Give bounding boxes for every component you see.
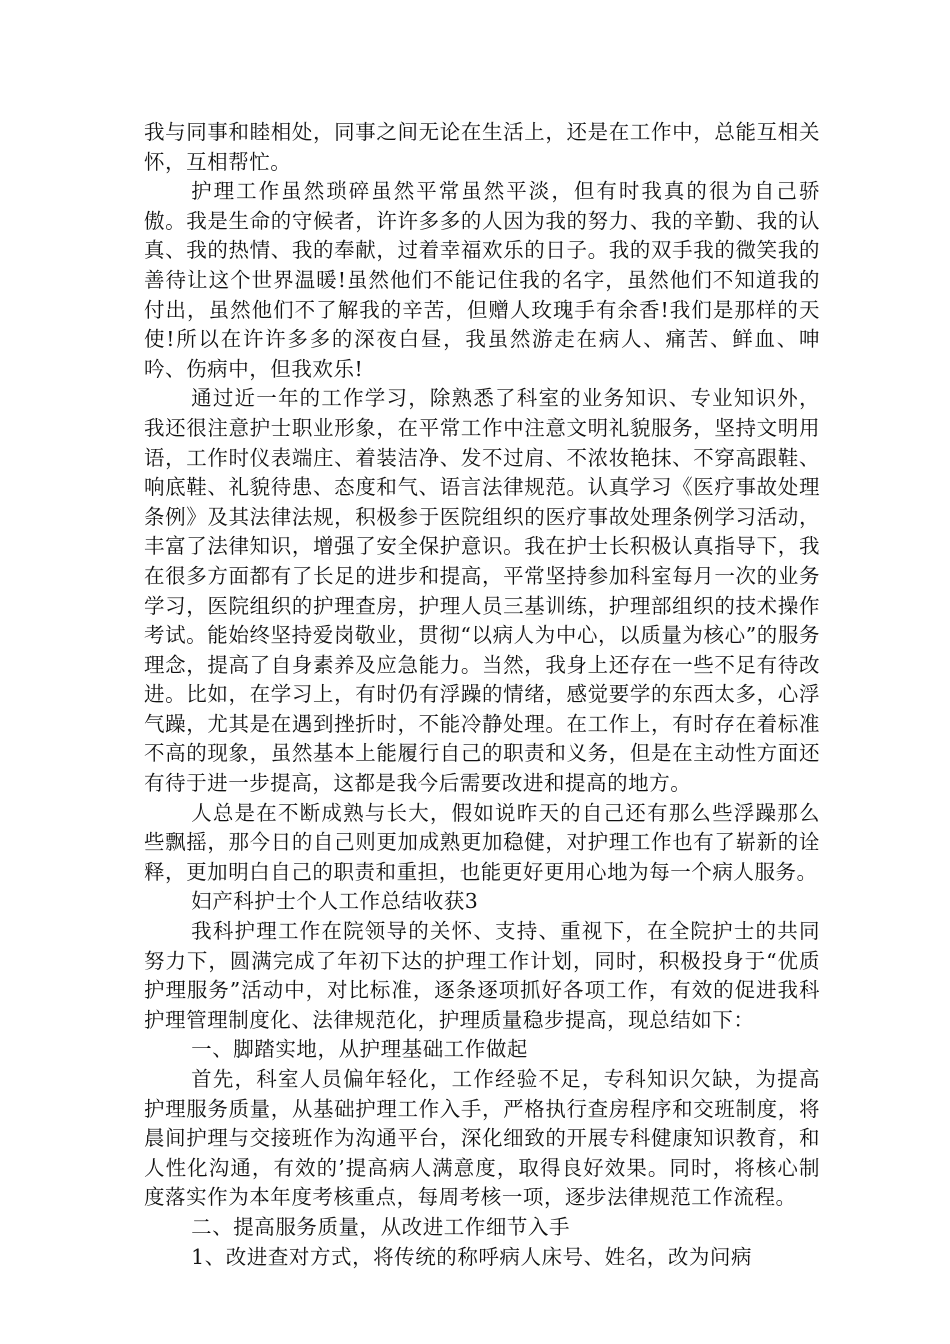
paragraph: 我与同事和睦相处，同事之间无论在生活上，还是在工作中，总能互相关怀，互相帮忙。 bbox=[144, 120, 820, 174]
section-heading: 一、脚踏实地，从护理基础工作做起 bbox=[191, 1037, 528, 1062]
section-title: 妇产科护士个人工作总结收获3 bbox=[191, 889, 479, 914]
paragraph: 我科护理工作在院领导的关怀、支持、重视下，在全院护士的共同努力下，圆满完成了年初下达的护理工作计划，同时，积极投身于“优质护理服务”活动中，对比标准，逐条逐项抓好各项工作，有效的促进我科护理管理制度化、法律规范化，护理质量稳步提高，现总结如下： bbox=[144, 919, 820, 1032]
paragraph: 通过近一年的工作学习，除熟悉了科室的业务知识、专业知识外，我还很注意护士职业形象，在平常工作中注意文明礼貌服务，坚持文明用语，工作时仪表端庄、着装洁净、发不过肩、不浓妆艳抹、不穿高跟鞋、响底鞋、礼貌待患、态度和气、语言法律规范。认真学习《医疗事故处理条例》及其法律法规，积极参于医院组织的医疗事故处理条例学习活动，丰富了法律知识，增强了安全保护意识。我在护士长积极认真指导下，我在很多方面都有了长足的进步和提高，平常坚持参加科室每月一次的业务学习，医院组织的护理查房，护理人员三基训练，护理部组织的技术操作考试。能始终坚持爱岗敬业，贯彻“以病人为中心，以质量为核心”的服务理念，提高了自身素养及应急能力。当然，我身上还存在一些不足有待改进。比如，在学习上，有时仍有浮躁的情绪，感觉要学的东西太多，心浮气躁，尤其是在遇到挫折时，不能冷静处理。在工作上，有时存在着标准不高的现象，虽然基本上能履行自己的职责和义务，但是在主动性方面还有待于进一步提高，这都是我今后需要改进和提高的地方。 bbox=[144, 386, 820, 796]
paragraph: 护理工作虽然琐碎虽然平常虽然平淡，但有时我真的很为自己骄傲。我是生命的守候者，许许多多的人因为我的努力、我的辛勤、我的认真、我的热情、我的奉献，过着幸福欢乐的日子。我的双手我的微笑我的善待让这个世界温暖!虽然他们不能记住我的名字，虽然他们不知道我的付出，虽然他们不了解我的辛苦，但赠人玫瑰手有余香!我们是那样的天使!所以在许许多多的深夜白昼，我虽然游走在病人、痛苦、鲜血、呻吟、伤病中，但我欢乐! bbox=[144, 179, 820, 381]
document-page bbox=[144, 118, 820, 1272]
paragraph: 首先，科室人员偏年轻化，工作经验不足，专科知识欠缺，为提高护理服务质量，从基础护理工作入手，严格执行查房程序和交班制度，将晨间护理与交接班作为沟通平台，深化细致的开展专科健康知识教育，和人性化沟通，有效的’提高病人满意度，取得良好效果。同时，将核心制度落实作为本年度考核重点，每周考核一项，逐步法律规范工作流程。 bbox=[144, 1067, 820, 1210]
paragraph: 人总是在不断成熟与长大，假如说昨天的自己还有那么些浮躁那么些飘摇，那今日的自己则更加成熟更加稳健，对护理工作也有了崭新的诠释，更加明白自己的职责和重担，也能更好更用心地为每一个病人服务。 bbox=[144, 800, 820, 884]
section-heading: 二、提高服务质量，从改进工作细节入手 bbox=[191, 1214, 571, 1239]
paragraph: 1、改进查对方式，将传统的称呼病人床号、姓名，改为问病 bbox=[191, 1244, 753, 1269]
